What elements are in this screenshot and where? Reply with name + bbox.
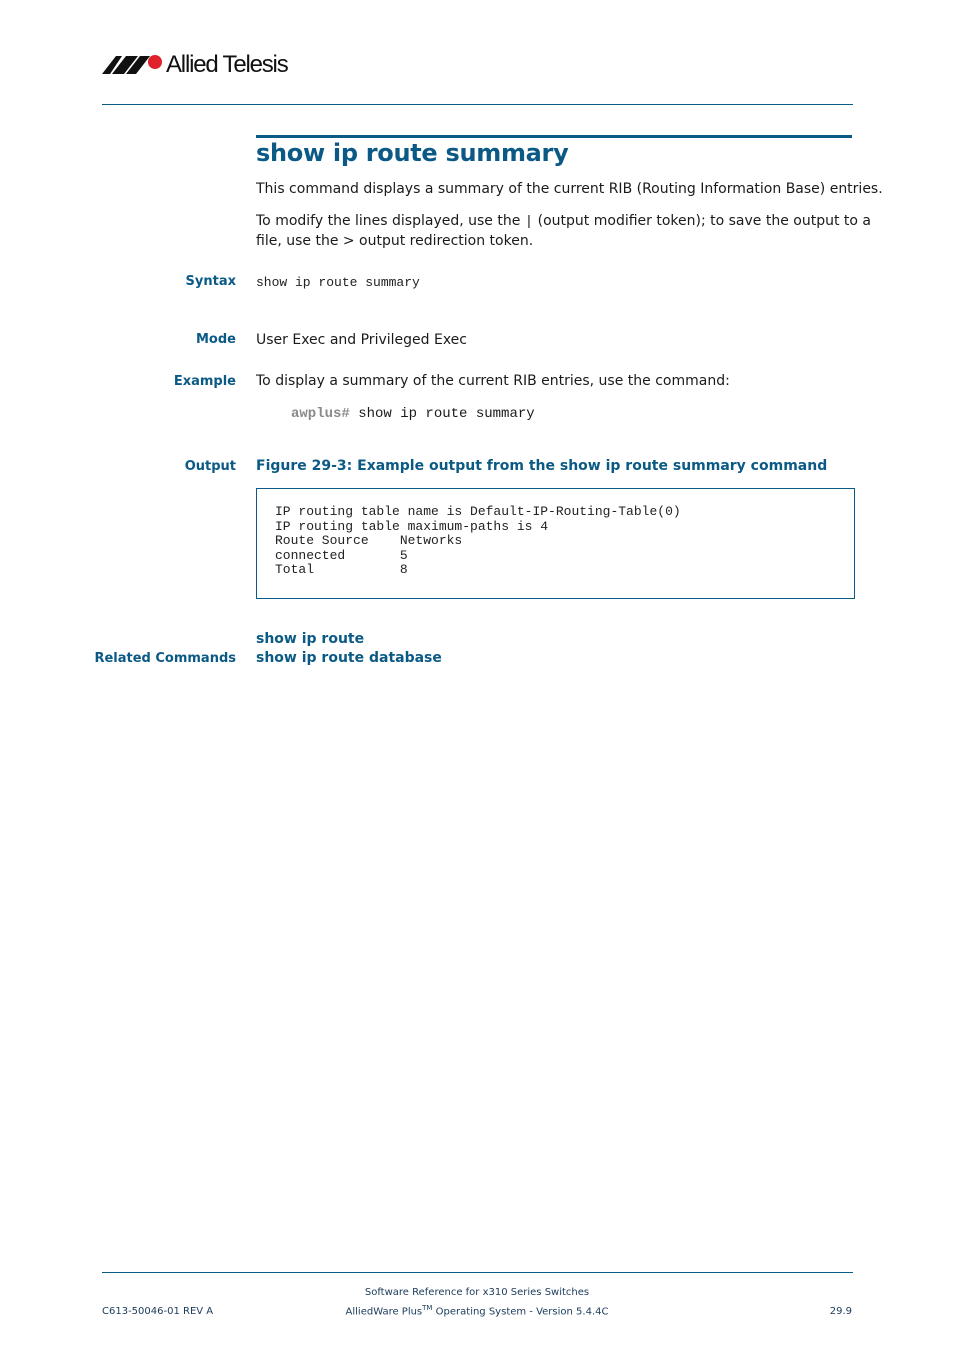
mode-label: Mode [196,332,236,347]
output-line: Total 8 [275,562,408,578]
footer-tm: TM [422,1304,433,1312]
pipe-token: | [524,214,534,230]
page-title: show ip route summary [256,139,569,167]
modify-line2: file, use the > output redirection token. [256,233,534,249]
modify-line1-pre: To modify the lines displayed, use the [256,213,525,229]
footer-doc-id: C613-50046-01 REV A [102,1306,214,1317]
footer-os-suffix: Operating System - Version 5.4.4C [432,1306,609,1318]
example-label: Example [173,374,236,389]
cli-prompt: awplus# [291,406,350,422]
syntax-label: Syntax [185,274,236,289]
header-rule [102,104,853,105]
footer-page-number: 29.9 [829,1306,852,1317]
figure-caption: Figure 29-3: Example output from the show ip route summary command [256,458,828,474]
logo-mark-icon [102,53,164,77]
example-command: show ip route summary [358,406,535,422]
footer-os-prefix: AlliedWare Plus [345,1306,423,1318]
related-link-show-ip-route-database[interactable]: show ip route database [256,650,442,666]
output-label: Output [184,459,236,474]
example-command-line [291,406,535,422]
modify-paragraph [256,212,871,251]
output-box [256,488,855,599]
output-line: connected 5 [275,547,408,563]
footer-rule [102,1272,853,1273]
footer-doc-title: Software Reference for x310 Series Switches [364,1287,590,1298]
example-text: To display a summary of the current RIB entries, use the command: [256,373,730,389]
logo-text: Allied Telesis [166,51,288,78]
intro-paragraph: This command displays a summary of the current RIB (Routing Information Base) entries. [256,181,883,197]
modify-line1-post: (output modifier token); to save the output to a [533,213,872,229]
allied-telesis-logo [102,52,302,80]
output-text [275,505,681,578]
output-line: IP routing table maximum-paths is 4 [275,518,549,534]
related-link-show-ip-route[interactable]: show ip route [256,631,365,647]
title-rule [256,135,852,138]
output-line: IP routing table name is Default-IP-Routing-Table(0) [275,504,681,519]
output-line: Route Source Networks [275,533,463,549]
related-commands-label: Related Commands [94,651,236,666]
syntax-command: show ip route summary [256,275,420,290]
mode-text: User Exec and Privileged Exec [256,332,467,348]
